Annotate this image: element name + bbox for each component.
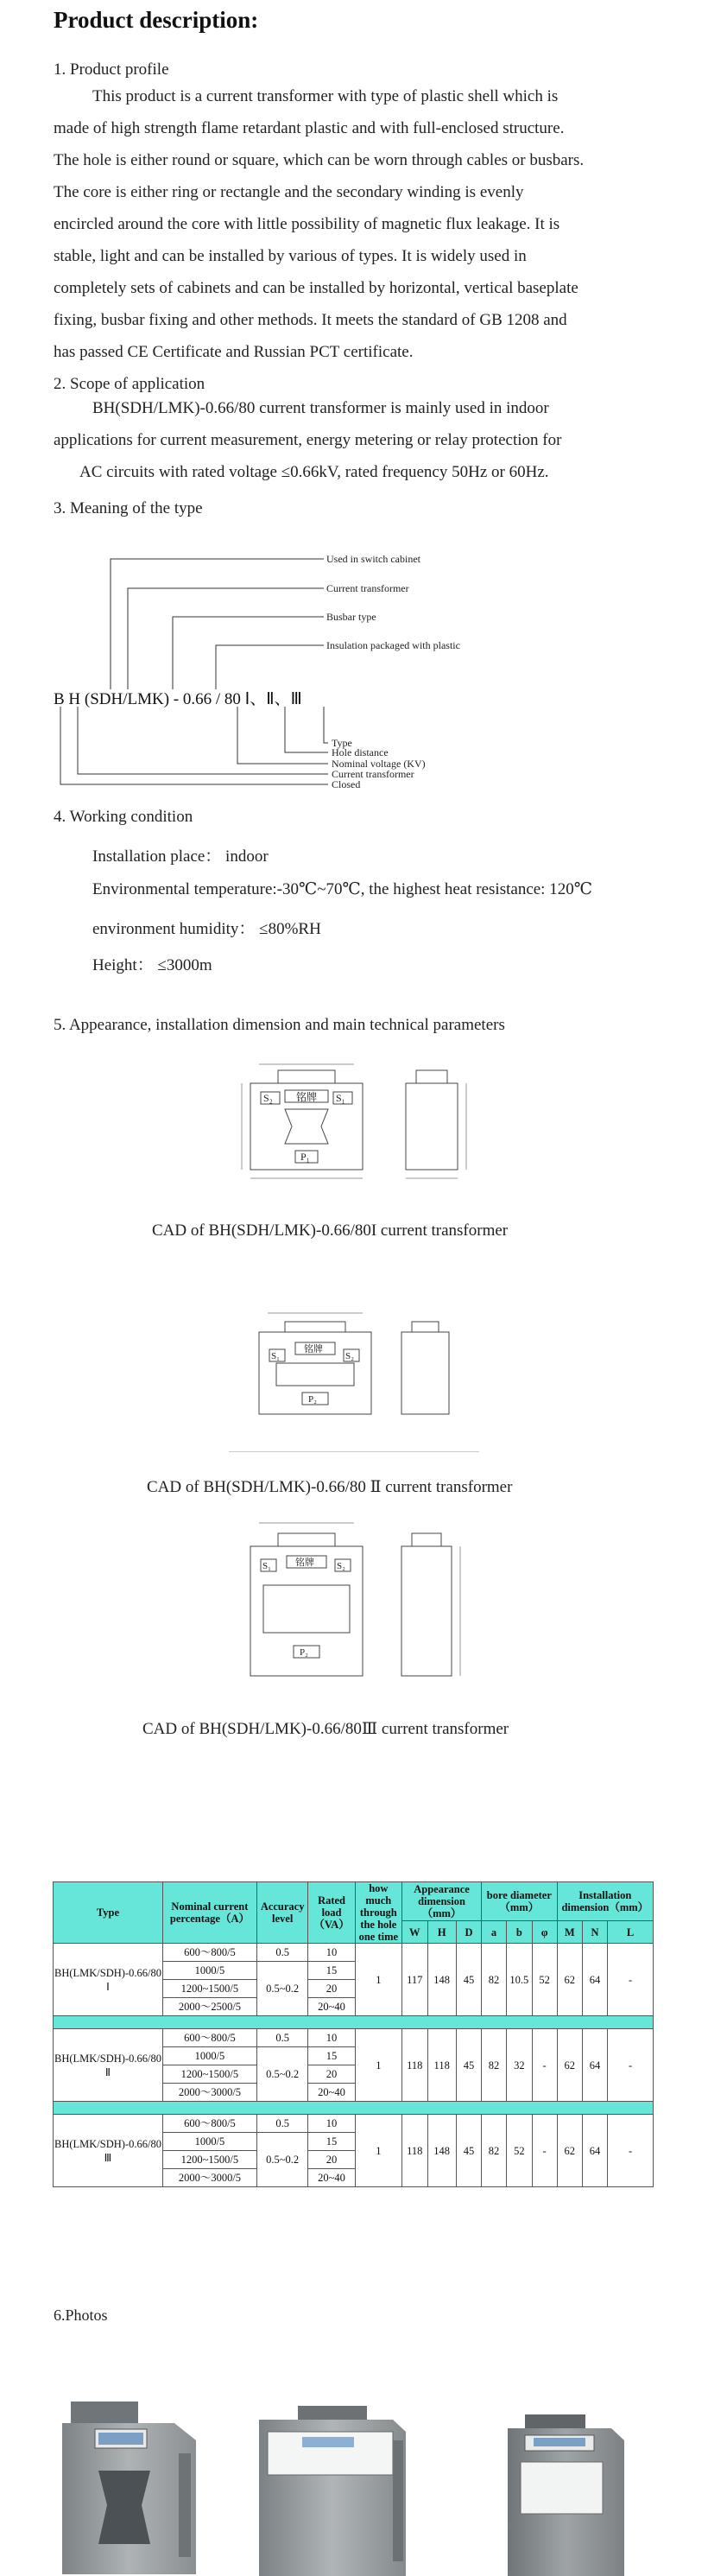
cell-L: - xyxy=(608,2115,654,2187)
meaning-label-bottom: Current transformer xyxy=(332,768,414,780)
product-photo-type-2 xyxy=(250,2406,410,2576)
working-line: Installation place： indoor xyxy=(92,847,269,866)
scope-line: AC circuits with rated voltage ≤0.66kV, rated frequency 50Hz or 60Hz. xyxy=(79,463,549,481)
cell-D: 45 xyxy=(456,1944,481,2016)
cad-nameplate: 铭牌 xyxy=(296,1091,318,1103)
cell-a: 82 xyxy=(482,2115,507,2187)
cad-label: S₂ xyxy=(337,1561,345,1571)
cell-load: 10 xyxy=(308,2115,355,2133)
cad-label: S₂ xyxy=(263,1092,273,1104)
cell-through: 1 xyxy=(355,2029,401,2102)
header-through: how much through the hole one time xyxy=(355,1882,401,1944)
product-photo-type-3 xyxy=(499,2414,629,2576)
type-model-code: B H (SDH/LMK) - 0.66 / 80 Ⅰ、Ⅱ、Ⅲ xyxy=(54,690,302,708)
table-row xyxy=(54,2029,654,2047)
scope-line: applications for current measurement, energy metering or relay protection for xyxy=(54,431,562,449)
cell-current: 2000～3000/5 xyxy=(162,2084,256,2102)
cell-W: 118 xyxy=(401,2115,427,2187)
profile-line: has passed CE Certificate and Russian PCT certificate. xyxy=(54,343,414,361)
cell-current: 1000/5 xyxy=(162,1962,256,1980)
cell-M: 62 xyxy=(557,2115,582,2187)
meaning-label-top: Insulation packaged with plastic xyxy=(326,639,460,651)
section-heading-photos: 6.Photos xyxy=(54,2306,108,2324)
cell-load: 15 xyxy=(308,1962,355,1980)
profile-line: completely sets of cabinets and can be installed by horizontal, vertical baseplate xyxy=(54,279,578,297)
cell-load: 20 xyxy=(308,2065,355,2084)
cell-load: 20~40 xyxy=(308,2169,355,2187)
cell-L: - xyxy=(608,1944,654,2016)
cad-label: S₁ xyxy=(262,1561,271,1571)
header-current: Nominal current percentage（A） xyxy=(162,1882,256,1944)
header-sub: N xyxy=(582,1921,607,1944)
cell-N: 64 xyxy=(582,2115,607,2187)
cell-current: 1200~1500/5 xyxy=(162,2151,256,2169)
profile-paragraph xyxy=(54,80,658,368)
cell-current: 1000/5 xyxy=(162,2133,256,2151)
profile-line: The core is either ring or rectangle and the secondary winding is evenly xyxy=(54,183,524,201)
cell-W: 117 xyxy=(401,1944,427,2016)
working-line: Environmental temperature:-30℃~70℃, the highest heat resistance: 120℃ xyxy=(92,880,592,898)
cell-through: 1 xyxy=(355,2115,401,2187)
meaning-label-bottom: Closed xyxy=(332,778,361,790)
cad-label: S₂ xyxy=(345,1351,354,1361)
meaning-label-bottom: Hole distance xyxy=(332,746,389,758)
meaning-label-top: Current transformer xyxy=(326,582,409,594)
table-separator xyxy=(54,2016,654,2029)
header-sub: D xyxy=(456,1921,481,1944)
cad-label: S₁ xyxy=(271,1351,280,1361)
cell-N: 64 xyxy=(582,2029,607,2102)
cad-caption: CAD of BH(SDH/LMK)-0.66/80Ⅲ current transformer xyxy=(142,1720,509,1738)
cad-drawing-type-2 xyxy=(242,1306,484,1427)
cell-load: 10 xyxy=(308,1944,355,1962)
cell-phi: - xyxy=(532,2115,557,2187)
section-heading-scope: 2. Scope of application xyxy=(54,375,205,393)
cell-type: BH(LMK/SDH)-0.66/80 Ⅰ xyxy=(54,1944,163,2016)
scope-line: BH(SDH/LMK)-0.66/80 current transformer is mainly used in indoor xyxy=(92,399,549,417)
cell-load: 15 xyxy=(308,2047,355,2065)
cell-phi: - xyxy=(532,2029,557,2102)
cad-nameplate: 铭牌 xyxy=(295,1558,314,1568)
cell-current: 600～800/5 xyxy=(162,2029,256,2047)
profile-line: made of high strength flame retardant plastic and with full-enclosed structure. xyxy=(54,119,565,137)
section-heading-profile: 1. Product profile xyxy=(54,60,169,79)
cell-accuracy: 0.5~0.2 xyxy=(256,2133,308,2187)
working-line: environment humidity： ≤80%RH xyxy=(92,920,321,938)
cell-current: 600～800/5 xyxy=(162,1944,256,1962)
cell-D: 45 xyxy=(456,2115,481,2187)
header-appearance: Appearance dimension（mm） xyxy=(401,1882,481,1921)
page-title: Product description: xyxy=(54,7,259,33)
meaning-label-bottom: Nominal voltage (KV) xyxy=(332,758,426,770)
table-row xyxy=(54,1944,654,1962)
header-load: Rated load（VA） xyxy=(308,1882,355,1944)
cell-phi: 52 xyxy=(532,1944,557,2016)
cell-load: 15 xyxy=(308,2133,355,2151)
section-heading-appearance: 5. Appearance, installation dimension and main technical parameters xyxy=(54,1016,505,1034)
header-sub: φ xyxy=(532,1921,557,1944)
cell-load: 20~40 xyxy=(308,2084,355,2102)
cell-a: 82 xyxy=(482,1944,507,2016)
spec-table xyxy=(53,1881,654,2187)
cell-current: 2000～3000/5 xyxy=(162,2169,256,2187)
cell-b: 32 xyxy=(507,2029,533,2102)
cell-load: 20 xyxy=(308,2151,355,2169)
cad-caption: CAD of BH(SDH/LMK)-0.66/80 Ⅱ current transformer xyxy=(147,1478,513,1496)
product-photo-type-1 xyxy=(54,2402,200,2574)
cell-load: 20~40 xyxy=(308,1998,355,2016)
type-meaning-diagram xyxy=(0,536,708,812)
header-sub: W xyxy=(401,1921,427,1944)
cell-H: 118 xyxy=(427,2029,456,2102)
header-sub: b xyxy=(507,1921,533,1944)
section-heading-meaning: 3. Meaning of the type xyxy=(54,499,203,517)
cell-M: 62 xyxy=(557,2029,582,2102)
cell-H: 148 xyxy=(427,1944,456,2016)
cad-label: P₂ xyxy=(308,1394,317,1405)
cell-H: 148 xyxy=(427,2115,456,2187)
cell-M: 62 xyxy=(557,1944,582,2016)
profile-line: encircled around the core with little possibility of magnetic flux leakage. It is xyxy=(54,215,560,233)
cad-caption: CAD of BH(SDH/LMK)-0.66/80I current transformer xyxy=(152,1221,509,1240)
divider xyxy=(229,1451,479,1452)
cell-W: 118 xyxy=(401,2029,427,2102)
cell-current: 1000/5 xyxy=(162,2047,256,2065)
cell-load: 10 xyxy=(308,2029,355,2047)
table-separator xyxy=(54,2102,654,2115)
profile-line: The hole is either round or square, which can be worn through cables or busbars. xyxy=(54,151,585,169)
cell-load: 20 xyxy=(308,1980,355,1998)
section-heading-working: 4. Working condition xyxy=(54,808,193,826)
cell-accuracy: 0.5~0.2 xyxy=(256,1962,308,2016)
cad-label: P₂ xyxy=(300,1647,308,1658)
cell-L: - xyxy=(608,2029,654,2102)
cell-N: 64 xyxy=(582,1944,607,2016)
header-sub: a xyxy=(482,1921,507,1944)
cell-D: 45 xyxy=(456,2029,481,2102)
cell-accuracy: 0.5 xyxy=(256,2029,308,2047)
header-accuracy: Accuracy level xyxy=(256,1882,308,1944)
meaning-label-top: Busbar type xyxy=(326,611,376,623)
cell-b: 52 xyxy=(507,2115,533,2187)
profile-line: This product is a current transformer with type of plastic shell which is xyxy=(92,87,559,105)
cell-accuracy: 0.5 xyxy=(256,2115,308,2133)
header-sub: H xyxy=(427,1921,456,1944)
cell-a: 82 xyxy=(482,2029,507,2102)
cell-through: 1 xyxy=(355,1944,401,2016)
meaning-label-top: Used in switch cabinet xyxy=(326,553,420,565)
cell-current: 1200~1500/5 xyxy=(162,2065,256,2084)
cad-nameplate: 铭牌 xyxy=(304,1344,323,1355)
cell-type: BH(LMK/SDH)-0.66/80 Ⅱ xyxy=(54,2029,163,2102)
header-type: Type xyxy=(54,1882,163,1944)
profile-line: stable, light and can be installed by various of types. It is widely used in xyxy=(54,247,527,265)
header-install: Installation dimension（mm） xyxy=(557,1882,653,1921)
cell-b: 10.5 xyxy=(507,1944,533,2016)
header-sub: L xyxy=(608,1921,654,1944)
meaning-label-bottom: Type xyxy=(332,737,352,749)
working-line: Height： ≤3000m xyxy=(92,956,212,974)
cad-drawing-type-3 xyxy=(233,1516,492,1689)
cell-type: BH(LMK/SDH)-0.66/80 Ⅲ xyxy=(54,2115,163,2187)
cad-label: S₁ xyxy=(336,1092,345,1104)
table-row xyxy=(54,2115,654,2133)
cad-drawing-type-1 xyxy=(233,1057,501,1187)
header-sub: M xyxy=(557,1921,582,1944)
cell-accuracy: 0.5~0.2 xyxy=(256,2047,308,2102)
profile-line: fixing, busbar fixing and other methods. It meets the standard of GB 1208 and xyxy=(54,311,567,329)
cell-current: 2000～2500/5 xyxy=(162,1998,256,2016)
cell-current: 1200~1500/5 xyxy=(162,1980,256,1998)
cell-current: 600～800/5 xyxy=(162,2115,256,2133)
header-bore: bore diameter（mm） xyxy=(482,1882,558,1921)
cad-label: P₁ xyxy=(300,1151,310,1163)
cell-accuracy: 0.5 xyxy=(256,1944,308,1962)
